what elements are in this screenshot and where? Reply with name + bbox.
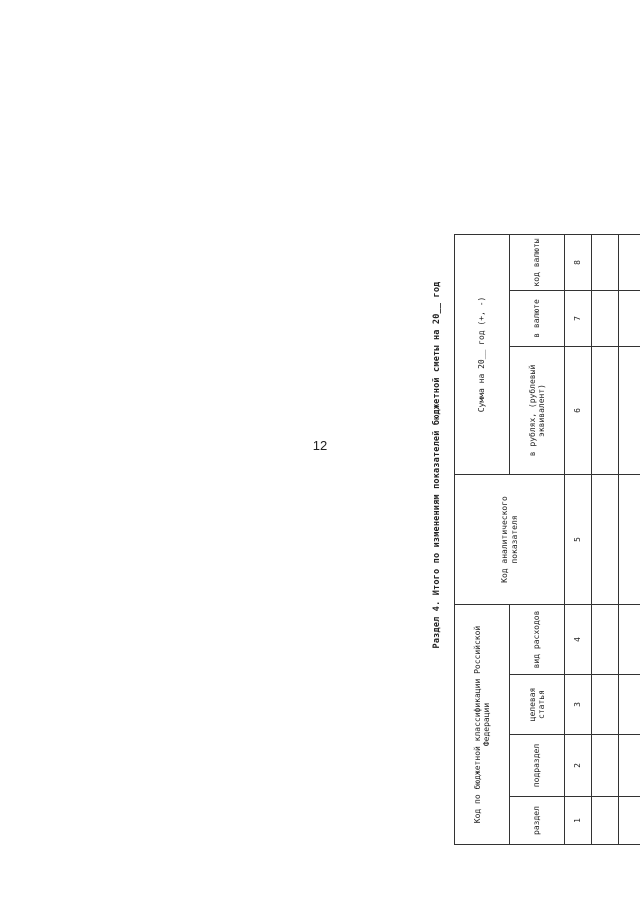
col-number: 3 — [565, 675, 592, 735]
col-number: 6 — [565, 346, 592, 474]
table-cell[interactable] — [619, 735, 640, 797]
page-number: 12 — [312, 438, 328, 453]
col-number: 5 — [565, 474, 592, 604]
table-cell[interactable] — [592, 675, 619, 735]
table-cell[interactable] — [592, 604, 619, 674]
indicators-table — [454, 94, 640, 845]
table-cell[interactable] — [592, 797, 619, 845]
header-rub: в рублях, (рублевый эквивалент) — [510, 346, 565, 474]
col-number: 7 — [565, 290, 592, 346]
table-cell[interactable] — [592, 735, 619, 797]
table-cell[interactable] — [592, 474, 619, 604]
col-number: 2 — [565, 735, 592, 797]
table-cell[interactable] — [619, 290, 640, 346]
table-cell[interactable] — [592, 346, 619, 474]
rotated-form — [430, 75, 640, 855]
table-cell[interactable] — [619, 474, 640, 604]
table-cell[interactable] — [592, 290, 619, 346]
section-title: Раздел 4. Итого по изменениям показателей бюджетной сметы на 20__ год — [432, 281, 442, 649]
table-cell[interactable] — [619, 604, 640, 674]
header-code-val: код валюты — [510, 234, 565, 290]
blank-cell — [592, 94, 619, 234]
blank-cell — [619, 94, 640, 234]
header-razdel: раздел — [510, 797, 565, 845]
blank-cell — [455, 94, 565, 234]
header-vid: вид расходов — [510, 604, 565, 674]
table-cell[interactable] — [619, 346, 640, 474]
table-cell[interactable] — [592, 234, 619, 290]
header-analytic: Код аналитического показателя — [455, 474, 565, 604]
header-sum: Сумма на 20__ год (+, -) — [455, 234, 510, 474]
table-cell[interactable] — [619, 234, 640, 290]
header-podrazdel: подраздел — [510, 735, 565, 797]
header-kbk: Код по бюджетной классификации Российской Федерации — [455, 604, 510, 844]
col-number: 1 — [565, 797, 592, 845]
table-cell[interactable] — [619, 675, 640, 735]
table-cell[interactable] — [619, 797, 640, 845]
header-val: в валюте — [510, 290, 565, 346]
blank-cell — [565, 94, 592, 234]
col-number: 8 — [565, 234, 592, 290]
col-number: 4 — [565, 604, 592, 674]
header-celevaya: целевая статья — [510, 675, 565, 735]
